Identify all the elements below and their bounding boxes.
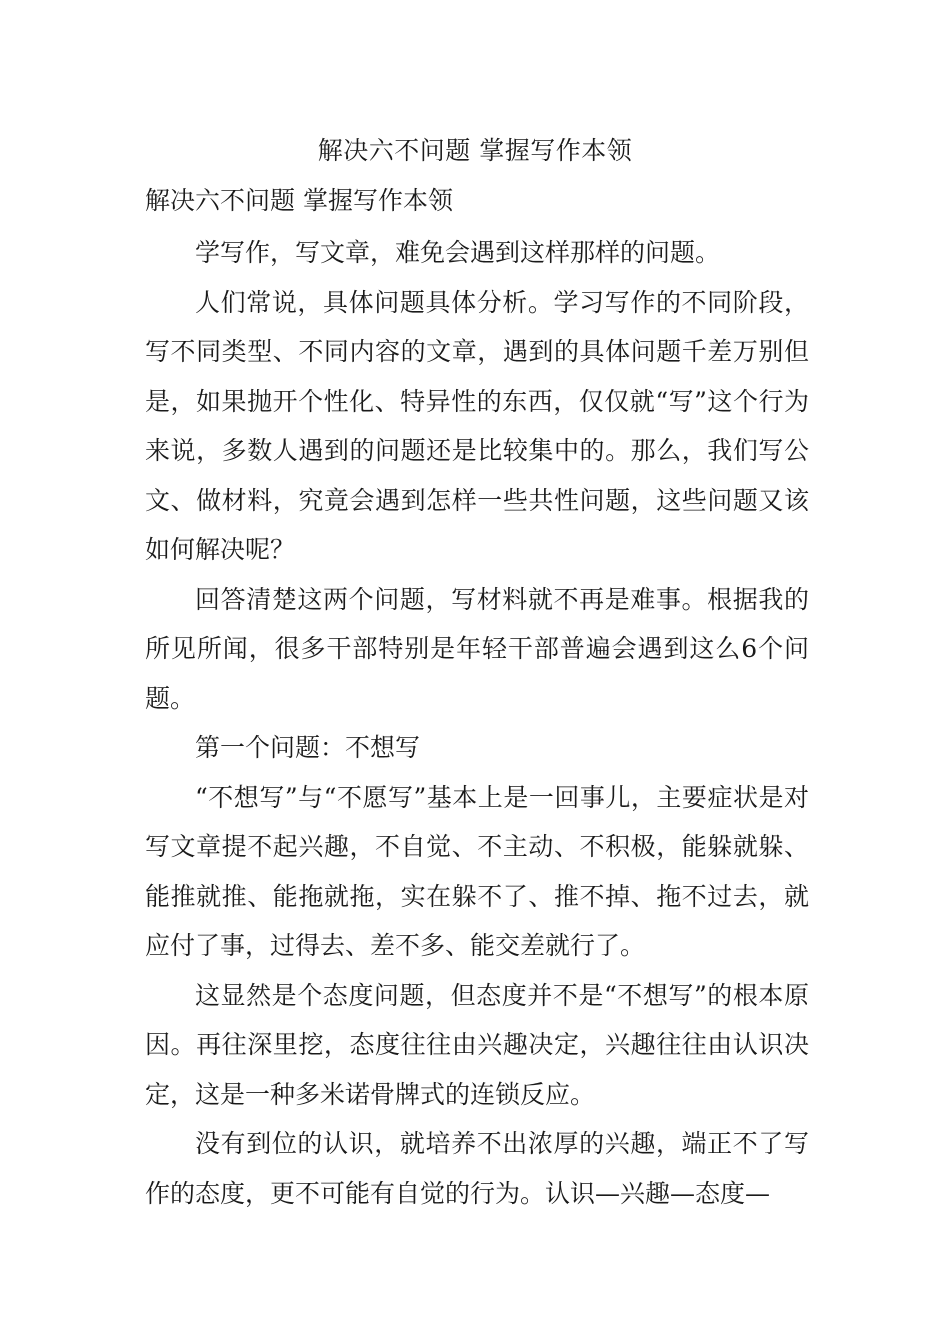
paragraph: 回答清楚这两个问题，写材料就不再是难事。根据我的所见所闻，很多干部特别是年轻干部普遍会遇到这么6个问题。 (145, 584, 809, 713)
paragraph: “不想写”与“不愿写”基本上是一回事儿，主要症状是对写文章提不起兴趣，不自觉、不主动、不积极，能躲就躲、能推就推、能拖就拖，实在躲不了、推不掉、拖不过去，就应付了事，过得去、差不多、能交差就行了。 (145, 782, 809, 960)
document-title: 解决六不问题 掌握写作本领 (317, 136, 633, 165)
document-subtitle: 解决六不问题 掌握写作本领 (145, 186, 453, 215)
paragraph: 这显然是个态度问题，但态度并不是“不想写”的根本原因。再往深里挖，态度往往由兴趣决定，兴趣往往由认识决定，这是一种多米诺骨牌式的连锁反应。 (145, 980, 809, 1109)
section-heading: 第一个问题：不想写 (195, 733, 421, 762)
paragraph: 人们常说，具体问题具体分析。学习写作的不同阶段，写不同类型、不同内容的文章，遇到的具体问题千差万别但是，如果抛开个性化、特异性的东西，仅仅就“写”这个行为来说，多数人遇到的问题还是比较集中的。那么，我们写公文、做材料，究竟会遇到怎样一些共性问题，这些问题又该如何解决呢？ (145, 287, 809, 564)
paragraph: 没有到位的认识，就培养不出浓厚的兴趣，端正不了写作的态度，更不可能有自觉的行为。认识—兴趣—态度— (145, 1129, 809, 1208)
document-body (145, 228, 809, 1218)
paragraph: 学写作，写文章，难免会遇到这样那样的问题。 (195, 238, 721, 267)
